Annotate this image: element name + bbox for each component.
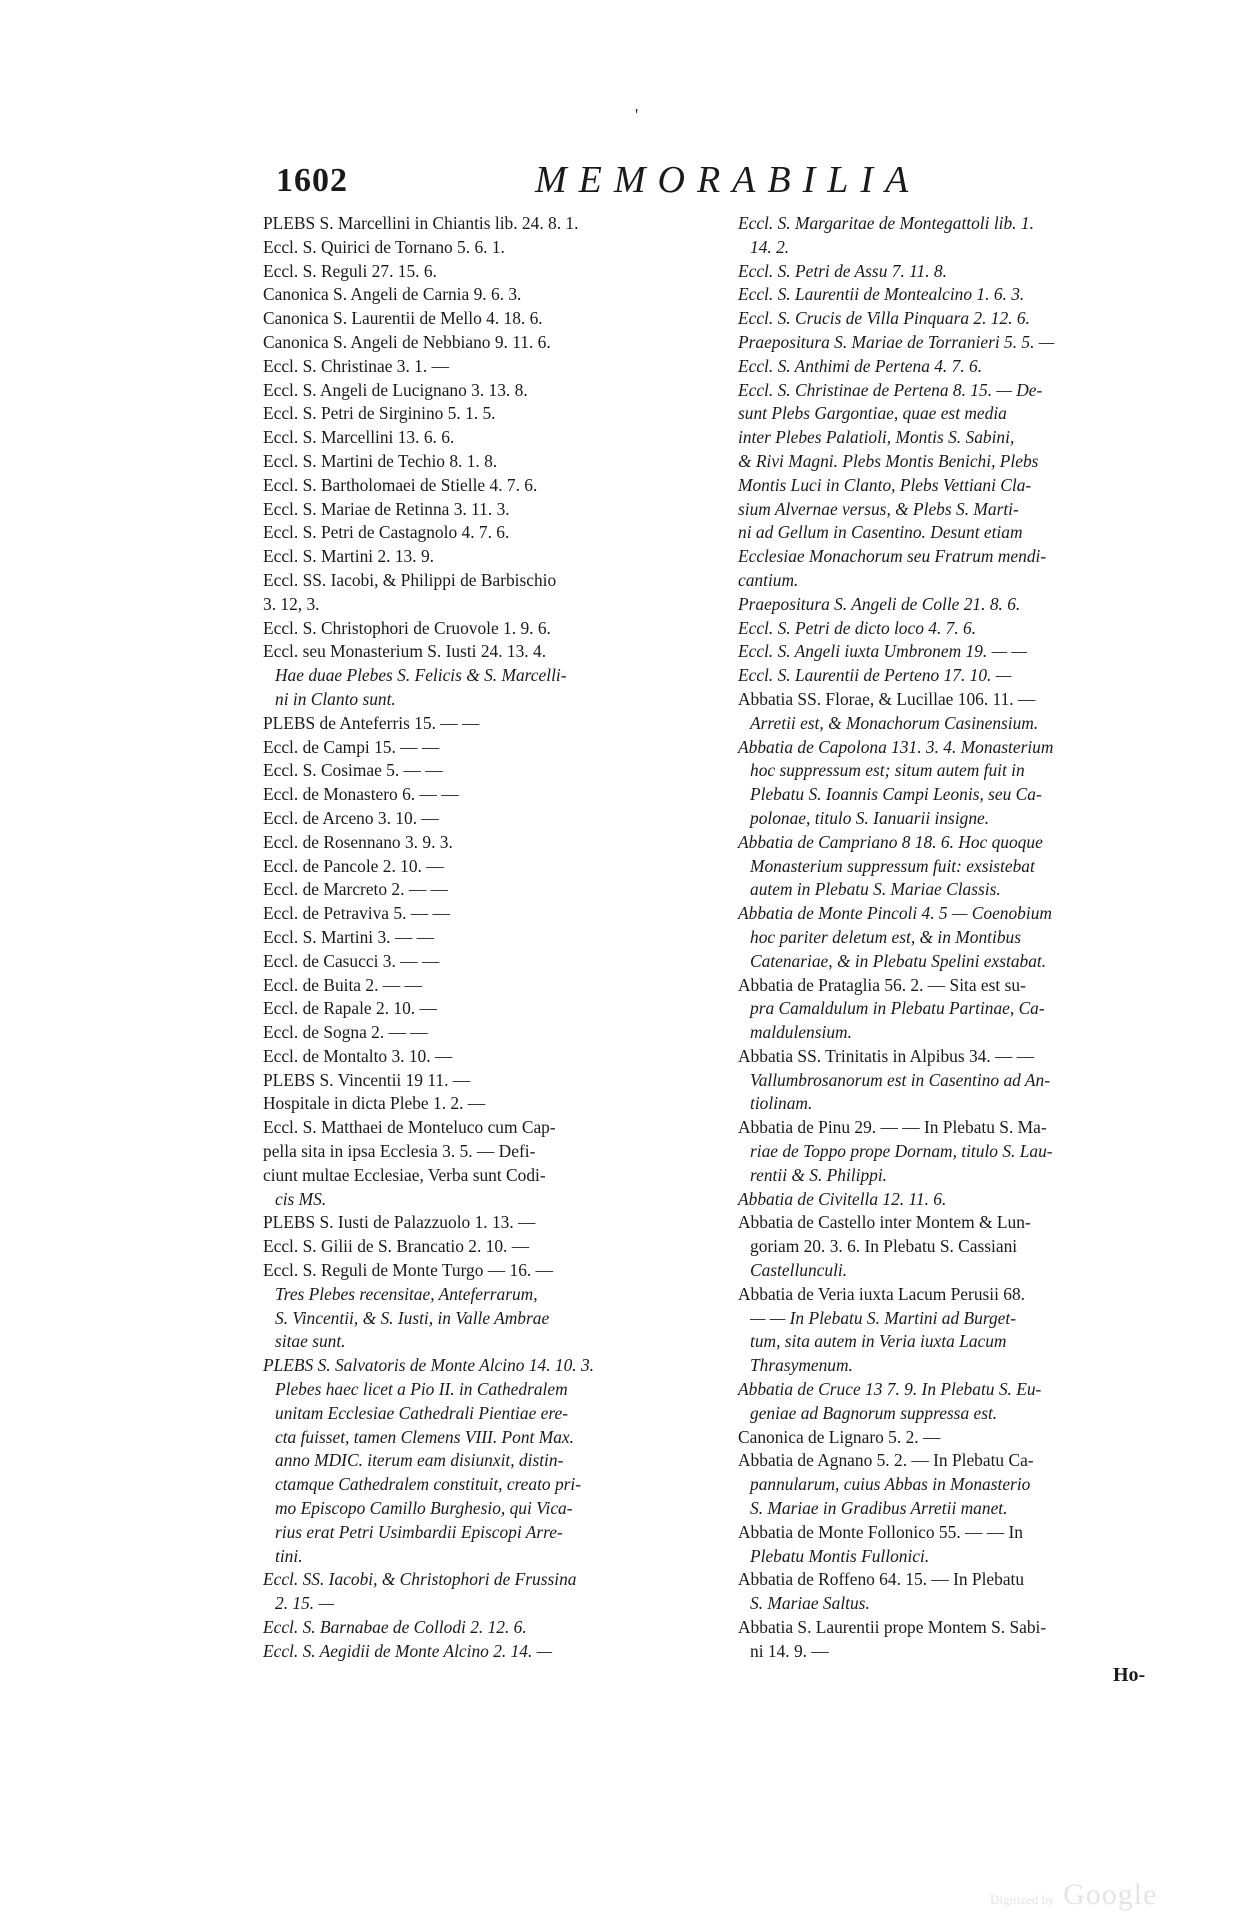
entry-line: cantium. xyxy=(738,569,799,590)
entry-line: Praepositura S. Angeli de Colle 21. 8. 6. xyxy=(738,593,1021,614)
entry-line: Eccl. S. Quirici de Tornano 5. 6. 1. xyxy=(263,236,505,257)
entry-line: tini. xyxy=(275,1545,303,1566)
watermark-prefix: Digitized by xyxy=(990,1892,1055,1907)
entry-line: mo Episcopo Camillo Burghesio, qui Vica- xyxy=(275,1498,573,1519)
entry-line: sium Alvernae versus, & Plebs S. Marti- xyxy=(738,498,1019,519)
entry-line: Eccl. S. Aegidii de Monte Alcino 2. 14. — xyxy=(263,1640,553,1661)
entry-line: rentii & S. Philippi. xyxy=(750,1164,888,1185)
entry-line: Plebatu Montis Fullonici. xyxy=(750,1545,930,1566)
entry-line: Abbatia de Agnano 5. 2. — In Plebatu Ca- xyxy=(738,1450,1034,1471)
entry-line: Abbatia de Veria iuxta Lacum Perusii 68. xyxy=(738,1283,1026,1304)
entry-line: Eccl. S. Matthaei de Monteluco cum Cap- xyxy=(263,1117,556,1138)
entry-line: Plebes haec licet a Pio II. in Cathedralem xyxy=(275,1379,568,1400)
entry-line: unitam Ecclesiae Cathedrali Pientiae ere- xyxy=(275,1402,568,1423)
entry-line: autem in Plebatu S. Mariae Classis. xyxy=(750,879,1001,900)
entry-line: 14. 2. xyxy=(750,236,790,257)
entry-line: Eccl. S. Gilii de S. Brancatio 2. 10. — xyxy=(263,1236,530,1257)
catchword: Ho- xyxy=(1113,1664,1146,1686)
entry-line: Eccl. de Marcreto 2. — — xyxy=(263,879,448,900)
left-column xyxy=(263,212,695,1664)
entry-line: Eccl. S. Petri de Castagnolo 4. 7. 6. xyxy=(263,522,510,543)
entry-line: Catenariae, & in Plebatu Spelini exstabat. xyxy=(750,950,1047,971)
entry-line: Thrasymenum. xyxy=(750,1355,853,1376)
entry-line: Eccl. de Casucci 3. — — xyxy=(263,950,440,971)
entry-line: inter Plebes Palatioli, Montis S. Sabini, xyxy=(738,427,1015,448)
entry-line: Eccl. de Campi 15. — — xyxy=(263,736,440,757)
entry-line: Canonica S. Angeli de Nebbiano 9. 11. 6. xyxy=(263,331,551,352)
entry-line: S. Mariae Saltus. xyxy=(750,1593,870,1614)
entry-line: Eccl. S. Bartholomaei de Stielle 4. 7. 6. xyxy=(263,474,538,495)
entry-line: Abbatia S. Laurentii prope Montem S. Sabi- xyxy=(738,1617,1047,1638)
entry-line: Eccl. S. Petri de dicto loco 4. 7. 6. xyxy=(738,617,977,638)
entry-line: Arretii est, & Monachorum Casinensium. xyxy=(750,712,1039,733)
entry-line: riae de Toppo prope Dornam, titulo S. Lau- xyxy=(750,1141,1053,1162)
entry-line: Eccl. de Pancole 2. 10. — xyxy=(263,855,444,876)
entry-line: Eccl. de Arceno 3. 10. — xyxy=(263,807,439,828)
entry-line: Eccl. SS. Iacobi, & Philippi de Barbischio xyxy=(263,569,557,590)
entry-line: Eccl. S. Christophori de Cruovole 1. 9. 6. xyxy=(263,617,551,638)
entry-line: hoc suppressum est; situm autem fuit in xyxy=(750,760,1025,781)
entry-line: Canonica de Lignaro 5. 2. — xyxy=(738,1426,941,1447)
entry-line: geniae ad Bagnorum suppressa est. xyxy=(750,1402,998,1423)
entry-line: Eccl. S. Martini 3. — — xyxy=(263,926,434,947)
entry-line: Eccl. S. Laurentii de Perteno 17. 10. — xyxy=(738,665,1012,686)
entry-line: 2. 15. — xyxy=(275,1593,334,1614)
entry-line: Eccl. S. Cosimae 5. — — xyxy=(263,760,443,781)
entry-line: Eccl. S. Reguli de Monte Turgo — 16. — xyxy=(263,1260,554,1281)
entry-line: Abbatia de Castello inter Montem & Lun- xyxy=(738,1212,1031,1233)
entry-line: Tres Plebes recensitae, Anteferrarum, xyxy=(275,1283,538,1304)
entry-line: goriam 20. 3. 6. In Plebatu S. Cassiani xyxy=(750,1236,1018,1257)
entry-line: Abbatia de Cruce 13 7. 9. In Plebatu S. Eu- xyxy=(738,1379,1042,1400)
entry-line: Eccl. S. Christinae 3. 1. — xyxy=(263,355,449,376)
entry-line: 3. 12, 3. xyxy=(263,593,320,614)
entry-line: Abbatia de Pinu 29. — — In Plebatu S. Ma- xyxy=(738,1117,1047,1138)
entry-line: PLEBS S. Marcellini in Chiantis lib. 24. 8. 1. xyxy=(263,213,579,233)
entry-line: Eccl. S. Mariae de Retinna 3. 11. 3. xyxy=(263,498,510,519)
google-watermark xyxy=(990,1878,1157,1912)
running-title: MEMORABILIA xyxy=(535,159,921,201)
entry-line: Eccl. de Sogna 2. — — xyxy=(263,1022,428,1043)
entry-line: Plebatu S. Ioannis Campi Leonis, seu Ca- xyxy=(750,784,1042,805)
entry-line: Ecclesiae Monachorum seu Fratrum mendi- xyxy=(738,546,1047,567)
entry-line: tiolinam. xyxy=(750,1093,813,1114)
entry-line: Eccl. S. Margaritae de Montegattoli lib. 1. xyxy=(738,213,1034,233)
entry-line: Abbatia de Monte Pincoli 4. 5 — Coenobium xyxy=(738,903,1052,924)
entry-line: Eccl. S. Martini 2. 13. 9. xyxy=(263,546,434,567)
entry-line: Eccl. S. Crucis de Villa Pinquara 2. 12. 6. xyxy=(738,308,1030,329)
entry-line: maldulensium. xyxy=(750,1022,852,1043)
entry-line: anno MDIC. iterum eam disiunxit, distin- xyxy=(275,1450,564,1471)
entry-line: Eccl. de Montalto 3. 10. — xyxy=(263,1045,453,1066)
top-mark: ' xyxy=(635,105,639,125)
entry-line: Eccl. S. Marcellini 13. 6. 6. xyxy=(263,427,455,448)
entry-line: Vallumbrosanorum est in Casentino ad An- xyxy=(750,1069,1050,1090)
entry-line: Abbatia de Roffeno 64. 15. — In Plebatu xyxy=(738,1569,1025,1590)
entry-line: tum, sita autem in Veria iuxta Lacum xyxy=(750,1331,1007,1352)
entry-line: Hospitale in dicta Plebe 1. 2. — xyxy=(263,1093,486,1114)
entry-line: S. Vincentii, & S. Iusti, in Valle Ambrae xyxy=(275,1307,550,1328)
entry-line: Abbatia de Prataglia 56. 2. — Sita est su- xyxy=(738,974,1026,995)
entry-line: PLEBS S. Iusti de Palazzuolo 1. 13. — xyxy=(263,1212,536,1233)
entry-line: PLEBS de Anteferris 15. — — xyxy=(263,712,480,733)
entry-line: Canonica S. Laurentii de Mello 4. 18. 6. xyxy=(263,308,543,329)
entry-line: PLEBS S. Vincentii 19 11. — xyxy=(263,1069,471,1090)
entry-line: Eccl. S. Christinae de Pertena 8. 15. — De- xyxy=(738,379,1043,400)
entry-line: pannularum, cuius Abbas in Monasterio xyxy=(750,1474,1031,1495)
entry-line: Eccl. SS. Iacobi, & Christophori de Frussina xyxy=(263,1569,577,1590)
entry-line: Eccl. de Rosennano 3. 9. 3. xyxy=(263,831,453,852)
entry-line: Eccl. S. Reguli 27. 15. 6. xyxy=(263,260,437,281)
entry-line: — — In Plebatu S. Martini ad Burget- xyxy=(750,1307,1016,1328)
page-header xyxy=(270,158,970,204)
entry-line: Eccl. de Buita 2. — — xyxy=(263,974,422,995)
entry-line: Eccl. seu Monasterium S. Iusti 24. 13. 4. xyxy=(263,641,547,662)
page-number: 1602 xyxy=(276,162,348,199)
entry-line: Abbatia de Capolona 131. 3. 4. Monasterium xyxy=(738,736,1054,757)
entry-line: sitae sunt. xyxy=(275,1331,346,1352)
entry-line: Eccl. de Petraviva 5. — — xyxy=(263,903,450,924)
right-column xyxy=(738,212,1178,1664)
entry-line: ctamque Cathedralem constituit, creato pri- xyxy=(275,1474,582,1495)
entry-line: polonae, titulo S. Ianuarii insigne. xyxy=(750,807,990,828)
entry-line: ciunt multae Ecclesiae, Verba sunt Codi- xyxy=(263,1164,546,1185)
watermark-brand: Google xyxy=(1063,1878,1158,1911)
entry-line: Canonica S. Angeli de Carnia 9. 6. 3. xyxy=(263,284,522,305)
entry-line: Monasterium suppressum fuit: exsistebat xyxy=(750,855,1035,876)
entry-line: Eccl. S. Angeli iuxta Umbronem 19. — — xyxy=(738,641,1027,662)
entry-line: Montis Luci in Clanto, Plebs Vettiani Cla- xyxy=(738,474,1032,495)
entry-line: Eccl. S. Barnabae de Collodi 2. 12. 6. xyxy=(263,1617,527,1638)
entry-line: cis MS. xyxy=(275,1188,327,1209)
entry-line: cta fuisset, tamen Clemens VIII. Pont Max. xyxy=(275,1426,574,1447)
entry-line: PLEBS S. Salvatoris de Monte Alcino 14. 10. 3. xyxy=(263,1355,595,1376)
entry-line: Eccl. S. Anthimi de Pertena 4. 7. 6. xyxy=(738,355,983,376)
entry-line: Eccl. de Monastero 6. — — xyxy=(263,784,459,805)
entry-line: ni in Clanto sunt. xyxy=(275,688,396,709)
entry-line: ni 14. 9. — xyxy=(750,1640,829,1661)
entry-line: hoc pariter deletum est, & in Montibus xyxy=(750,926,1021,947)
entry-line: rius erat Petri Usimbardii Episcopi Arre- xyxy=(275,1521,563,1542)
entry-line: pra Camaldulum in Plebatu Partinae, Ca- xyxy=(750,998,1045,1019)
entry-line: Castellunculi. xyxy=(750,1260,848,1281)
entry-line: S. Mariae in Gradibus Arretii manet. xyxy=(750,1498,1008,1519)
entry-line: Hae duae Plebes S. Felicis & S. Marcelli- xyxy=(275,665,567,686)
entry-line: Praepositura S. Mariae de Torranieri 5. 5. — xyxy=(738,331,1055,352)
entry-line: Eccl. de Rapale 2. 10. — xyxy=(263,998,437,1019)
entry-line: & Rivi Magni. Plebs Montis Benichi, Plebs xyxy=(738,450,1039,471)
entry-line: Eccl. S. Martini de Techio 8. 1. 8. xyxy=(263,450,498,471)
entry-line: Abbatia de Campriano 8 18. 6. Hoc quoque xyxy=(738,831,1043,852)
entry-line: Eccl. S. Petri de Sirginino 5. 1. 5. xyxy=(263,403,496,424)
entry-line: Abbatia SS. Trinitatis in Alpibus 34. — — xyxy=(738,1045,1035,1066)
entry-line: Abbatia de Civitella 12. 11. 6. xyxy=(738,1188,947,1209)
entry-line: Eccl. S. Angeli de Lucignano 3. 13. 8. xyxy=(263,379,528,400)
entry-line: Abbatia de Monte Follonico 55. — — In xyxy=(738,1521,1023,1542)
entry-line: Abbatia SS. Florae, & Lucillae 106. 11. — xyxy=(738,688,1036,709)
entry-line: ni ad Gellum in Casentino. Desunt etiam xyxy=(738,522,1023,543)
entry-line: Eccl. S. Petri de Assu 7. 11. 8. xyxy=(738,260,947,281)
entry-line: pella sita in ipsa Ecclesia 3. 5. — Defi- xyxy=(263,1141,536,1162)
entry-line: Eccl. S. Laurentii de Montealcino 1. 6. 3. xyxy=(738,284,1025,305)
entry-line: sunt Plebs Gargontiae, quae est media xyxy=(738,403,1007,424)
